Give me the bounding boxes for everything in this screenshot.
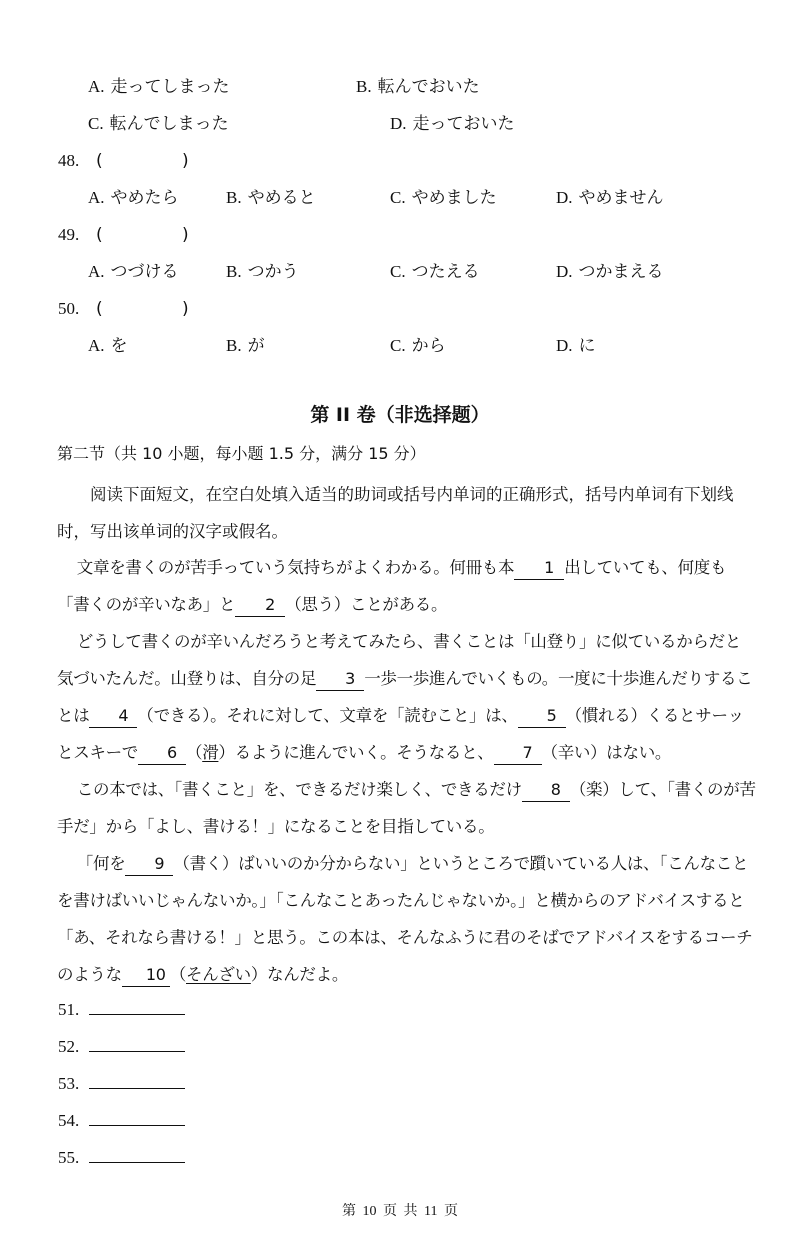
- q47-option-row-1: [0, 73, 800, 101]
- answer-line[interactable]: [89, 1109, 185, 1126]
- q50-option-d[interactable]: D. に: [556, 336, 596, 356]
- answer-bracket-open: (: [96, 151, 103, 171]
- underlined-word: そんざい: [186, 965, 251, 984]
- blank-4[interactable]: 4: [89, 705, 137, 728]
- question-48: [0, 147, 800, 175]
- answer-51: 51.: [58, 998, 185, 1022]
- answer-bracket-open: (: [96, 299, 103, 319]
- section-heading: 第二节（共 10 小题，每小题 1.5 分，满分 15 分）: [57, 444, 426, 463]
- answer-line[interactable]: [89, 1146, 185, 1163]
- blank-2[interactable]: 2: [235, 594, 285, 617]
- question-49: [0, 221, 800, 249]
- question-50: [0, 295, 800, 323]
- answer-bracket-close: ): [182, 299, 189, 319]
- blank-3[interactable]: 3: [316, 668, 364, 691]
- answer-52: 52.: [58, 1035, 185, 1059]
- q48-option-c[interactable]: C. やめました: [390, 188, 497, 208]
- q48-option-d[interactable]: D. やめません: [556, 188, 664, 208]
- answer-line[interactable]: [89, 1072, 185, 1089]
- q50-options: [0, 332, 800, 360]
- q49-option-a[interactable]: A. つづける: [88, 262, 179, 282]
- q47-option-row-2: [0, 110, 800, 138]
- q49-option-c[interactable]: C. つたえる: [390, 262, 480, 282]
- q49-option-d[interactable]: D. つかまえる: [556, 262, 664, 282]
- blank-9[interactable]: 9: [125, 853, 173, 876]
- question-number: 50.: [58, 299, 80, 318]
- passage-paragraph-3: この本では、「書くこと」を、できるだけ楽しく、できるだけ 8 （楽）して、「書くのが苦手だ」から「よし、書ける！」になることを目指している。: [57, 780, 756, 836]
- q50-option-b[interactable]: B. が: [226, 336, 265, 356]
- blank-10[interactable]: 10: [122, 964, 170, 987]
- q49-option-b[interactable]: B. つかう: [226, 262, 299, 282]
- instructions: 阅读下面短文，在空白处填入适当的助词或括号内单词的正确形式，括号内单词有下划线时，写出该单词的汉字或假名。: [57, 485, 734, 541]
- answer-line[interactable]: [89, 998, 185, 1015]
- q49-options: [0, 258, 800, 286]
- answer-bracket-close: ): [182, 225, 189, 245]
- answer-bracket-open: (: [96, 225, 103, 245]
- q48-option-a[interactable]: A. やめたら: [88, 188, 179, 208]
- q50-option-a[interactable]: A. を: [88, 336, 128, 356]
- underlined-word: 滑: [202, 743, 219, 762]
- answer-53: 53.: [58, 1072, 185, 1096]
- blank-1[interactable]: 1: [514, 557, 564, 580]
- part-title: 第 II 卷（非选择题）: [310, 404, 490, 426]
- page-footer: 第 10 页 共 11 页: [342, 1204, 458, 1219]
- answer-55: 55.: [58, 1146, 185, 1170]
- answer-54: 54.: [58, 1109, 185, 1133]
- blank-5[interactable]: 5: [518, 705, 566, 728]
- q48-option-b[interactable]: B. やめると: [226, 188, 316, 208]
- question-number: 49.: [58, 225, 80, 244]
- q48-options: [0, 184, 800, 212]
- blank-7[interactable]: 7: [494, 742, 542, 765]
- q50-option-c[interactable]: C. から: [390, 336, 446, 356]
- passage-paragraph-4: 「何を 9 （書く）ばいいのか分からない」というところで躓いている人は、「こんなことを書けばいいじゃんないか。」「こんなことあったんじゃないか。」と横からのアドバイスすると「あ、それなら書ける！」と思う。この本は、そんなふうに君のそばでアドバイスをするコーチのような 10 （そんざい）なんだよ。: [57, 845, 757, 993]
- passage-paragraph-1: 文章を書くのが苦手っていう気持ちがよくわかる。何冊も本 1 出していても、何度も「書くのが辛いなあ」と 2 （思う）ことがある。: [57, 549, 757, 623]
- answer-bracket-close: ): [182, 151, 189, 171]
- q47-option-d[interactable]: D. 走っておいた: [390, 114, 515, 134]
- blank-6[interactable]: 6: [138, 742, 186, 765]
- answer-line[interactable]: [89, 1035, 185, 1052]
- q47-option-c[interactable]: C. 転んでしまった: [88, 114, 229, 134]
- q47-option-b[interactable]: B. 転んでおいた: [356, 77, 480, 97]
- passage-paragraph-2: どうして書くのが辛いんだろうと考えてみたら、書くことは「山登り」に似ているからだと気づいたんだ。山登りは、自分の足 3 一歩一歩進んでいくもの。一度に十歩進んだりすることは 4 （できる）。それに対して、文章を「読むこと」は、 5 （慣れる）くるとサーッとスキーで 6 （滑）るように進んでいく。そうなると、 7 （辛い）はない。: [57, 623, 757, 771]
- question-number: 48.: [58, 151, 80, 170]
- q47-option-a[interactable]: A. 走ってしまった: [88, 77, 230, 97]
- blank-8[interactable]: 8: [522, 779, 570, 802]
